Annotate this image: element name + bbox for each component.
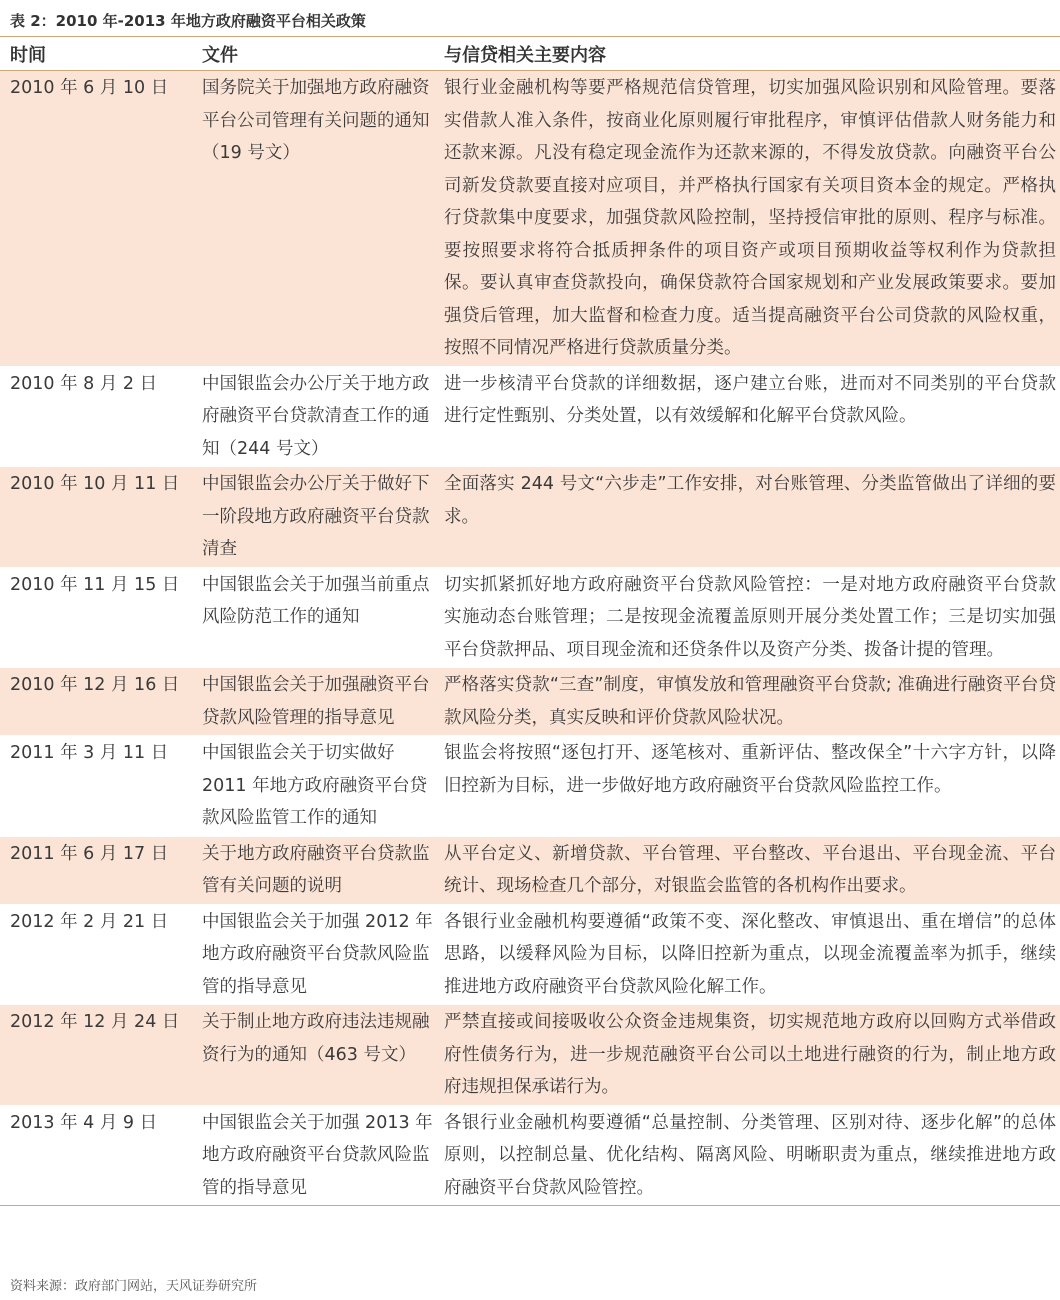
cell-date: 2011 年 3 月 11 日	[0, 736, 192, 837]
cell-content: 切实抓紧抓好地方政府融资平台贷款风险管控：一是对地方政府融资平台贷款实施动态台账管理；二是按现金流覆盖原则开展分类处置工作；三是切实加强平台贷款押品、项目现金流和还贷条件以及资产分类、拨备计提的管理。	[434, 567, 1060, 668]
table-row	[0, 366, 1060, 467]
cell-document: 中国银监会关于加强当前重点风险防范工作的通知	[192, 567, 434, 668]
table-row	[0, 836, 1060, 904]
source-note: 资料来源：政府部门网站，天风证券研究所	[10, 1279, 258, 1294]
cell-document: 国务院关于加强地方政府融资平台公司管理有关问题的通知（19 号文）	[192, 71, 434, 367]
cell-document: 中国银监会关于加强 2013 年地方政府融资平台贷款风险监管的指导意见	[192, 1105, 434, 1206]
cell-date: 2010 年 8 月 2 日	[0, 366, 192, 467]
column-header-date: 时间	[0, 37, 192, 71]
cell-content: 从平台定义、新增贷款、平台管理、平台整改、平台退出、平台现金流、平台统计、现场检查几个部分，对银监会监管的各机构作出要求。	[434, 836, 1060, 904]
cell-content: 各银行业金融机构要遵循“政策不变、深化整改、审慎退出、重在增信”的总体思路，以缓释风险为目标，以降旧控新为重点，以现金流覆盖率为抓手，继续推进地方政府融资平台贷款风险化解工作。	[434, 904, 1060, 1005]
cell-content: 进一步核清平台贷款的详细数据，逐户建立台账，进而对不同类别的平台贷款进行定性甄别、分类处置，以有效缓解和化解平台贷款风险。	[434, 366, 1060, 467]
cell-document: 中国银监会办公厅关于地方政府融资平台贷款清查工作的通知（244 号文）	[192, 366, 434, 467]
cell-document: 中国银监会办公厅关于做好下一阶段地方政府融资平台贷款清查	[192, 467, 434, 568]
cell-date: 2010 年 12 月 16 日	[0, 668, 192, 736]
table-row	[0, 904, 1060, 1005]
table-header-row	[0, 37, 1060, 71]
cell-content: 全面落实 244 号文“六步走”工作安排，对台账管理、分类监管做出了详细的要求。	[434, 467, 1060, 568]
table-row	[0, 71, 1060, 367]
cell-date: 2011 年 6 月 17 日	[0, 836, 192, 904]
cell-date: 2012 年 12 月 24 日	[0, 1005, 192, 1106]
cell-document: 中国银监会关于加强 2012 年地方政府融资平台贷款风险监管的指导意见	[192, 904, 434, 1005]
cell-document: 关于制止地方政府违法违规融资行为的通知（463 号文）	[192, 1005, 434, 1106]
policy-table	[0, 37, 1060, 1206]
cell-content: 银行业金融机构等要严格规范信贷管理，切实加强风险识别和风险管理。要落实借款人准入条件，按商业化原则履行审批程序，审慎评估借款人财务能力和还款来源。凡没有稳定现金流作为还款来源的，不得发放贷款。向融资平台公司新发贷款要直接对应项目，并严格执行国家有关项目资本金的规定。严格执行贷款集中度要求，加强贷款风险控制，坚持授信审批的原则、程序与标准。要按照要求将符合抵质押条件的项目资产或项目预期收益等权利作为贷款担保。要认真审查贷款投向，确保贷款符合国家规划和产业发展政策要求。要加强贷后管理，加大监督和检查力度。适当提高融资平台公司贷款的风险权重，按照不同情况严格进行贷款质量分类。	[434, 71, 1060, 367]
table-row	[0, 467, 1060, 568]
table-caption: 表 2：2010 年-2013 年地方政府融资平台相关政策	[10, 12, 366, 30]
cell-date: 2010 年 10 月 11 日	[0, 467, 192, 568]
column-header-document: 文件	[192, 37, 434, 71]
cell-date: 2013 年 4 月 9 日	[0, 1105, 192, 1206]
cell-document: 中国银监会关于加强融资平台贷款风险管理的指导意见	[192, 668, 434, 736]
cell-date: 2010 年 6 月 10 日	[0, 71, 192, 367]
cell-document: 中国银监会关于切实做好 2011 年地方政府融资平台贷款风险监管工作的通知	[192, 736, 434, 837]
table-row	[0, 736, 1060, 837]
table-row	[0, 1105, 1060, 1206]
cell-content: 银监会将按照“逐包打开、逐笔核对、重新评估、整改保全”十六字方针，以降旧控新为目标，进一步做好地方政府融资平台贷款风险监控工作。	[434, 736, 1060, 837]
cell-content: 严禁直接或间接吸收公众资金违规集资，切实规范地方政府以回购方式举借政府性债务行为，进一步规范融资平台公司以土地进行融资的行为，制止地方政府违规担保承诺行为。	[434, 1005, 1060, 1106]
cell-content: 严格落实贷款“三查”制度，审慎发放和管理融资平台贷款; 准确进行融资平台贷款风险分类，真实反映和评价贷款风险状况。	[434, 668, 1060, 736]
cell-date: 2010 年 11 月 15 日	[0, 567, 192, 668]
cell-content: 各银行业金融机构要遵循“总量控制、分类管理、区别对待、逐步化解”的总体原则，以控制总量、优化结构、隔离风险、明晰职责为重点，继续推进地方政府融资平台贷款风险管控。	[434, 1105, 1060, 1206]
table-row	[0, 567, 1060, 668]
table-row	[0, 1005, 1060, 1106]
cell-document: 关于地方政府融资平台贷款监管有关问题的说明	[192, 836, 434, 904]
column-header-content: 与信贷相关主要内容	[434, 37, 1060, 71]
table-row	[0, 668, 1060, 736]
cell-date: 2012 年 2 月 21 日	[0, 904, 192, 1005]
